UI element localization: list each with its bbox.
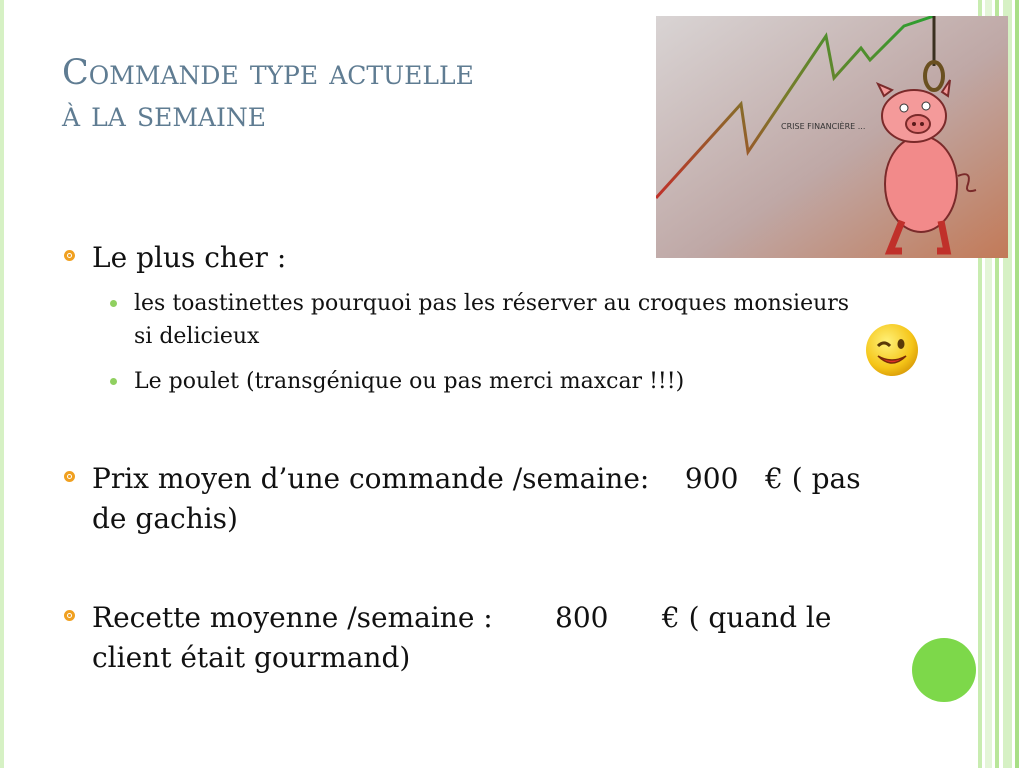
sub-bullet-text: les toastinettes pourquoi pas les réserver au croques monsieurs si delicieux [134,291,850,349]
smiley-wink-icon [864,322,920,378]
bullet-recette-moyenne [62,598,882,678]
title-line-2: à la semaine [62,95,266,135]
slide-title [62,52,642,136]
sub-bullet-poulet [104,365,864,398]
sub-bullet-marker-icon [110,378,117,385]
cartoon-pig-image [656,16,1008,258]
sub-bullet-toastinettes [104,287,864,353]
sub-bullet-marker-icon [110,300,117,307]
bullet-prix-moyen [62,459,882,539]
bullet-marker-icon [64,250,75,261]
bullet-marker-icon [64,471,75,482]
green-circle-decoration [912,638,976,702]
bullet-marker-icon [64,610,75,621]
edge-stripe [0,0,4,768]
bullet-le-plus-cher [62,238,882,278]
cartoon-caption: CRISE FINANCIÈRE ... [781,122,866,131]
bullet-text: Recette moyenne /semaine : 800 € ( quand le client était gourmand) [92,601,841,674]
bullet-text: Prix moyen d’une commande /semaine: 900 € ( pas de gachis) [92,462,870,535]
bullet-text: Le plus cher : [92,241,287,274]
edge-stripe [1015,0,1019,768]
sub-bullet-text: Le poulet (transgénique ou pas merci maxcar !!!) [134,369,685,394]
title-line-1: Commande type actuelle [62,53,474,93]
